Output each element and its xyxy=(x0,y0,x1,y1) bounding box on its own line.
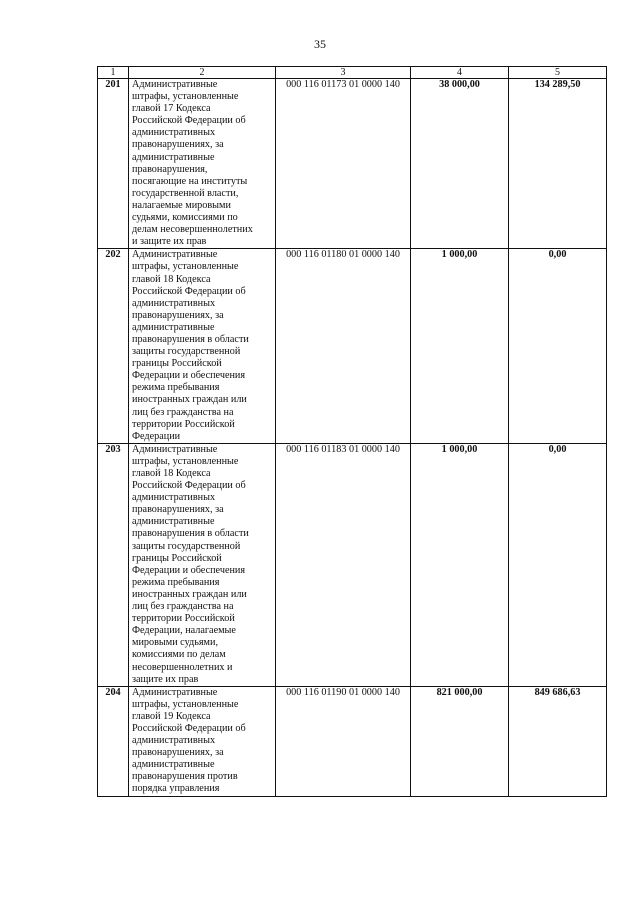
row-code: 000 116 01190 01 0000 140 xyxy=(276,686,411,796)
table-row xyxy=(98,249,607,444)
description-line: правонарушениях, за xyxy=(132,504,224,516)
description-line: Федерации xyxy=(132,430,181,442)
description-line: делам несовершеннолетних xyxy=(132,224,253,236)
row-number: 204 xyxy=(98,686,129,796)
description-line: режима пребывания xyxy=(132,382,220,394)
description-line: правонарушения, xyxy=(132,163,208,175)
description-line: Федерации и обеспечения xyxy=(132,564,246,576)
row-number: 202 xyxy=(98,249,129,444)
table-row xyxy=(98,686,607,796)
description-line: Административные xyxy=(132,249,218,261)
description-line: главой 18 Кодекса xyxy=(132,468,211,479)
description-line: главой 17 Кодекса xyxy=(132,103,211,115)
header-col-5: 5 xyxy=(509,67,607,79)
description-line: территории Российской xyxy=(132,613,235,625)
description-line: посягающие на институты xyxy=(132,175,248,187)
row-plan: 1 000,00 xyxy=(411,443,509,686)
row-fact: 0,00 xyxy=(509,249,607,444)
description-line: защите их прав xyxy=(132,673,199,685)
description-line: административных xyxy=(132,297,216,309)
description-line: государственной власти, xyxy=(132,187,239,199)
row-fact: 849 686,63 xyxy=(509,686,607,796)
header-col-1: 1 xyxy=(98,67,129,79)
description-line: комиссиями по делам xyxy=(132,649,226,661)
header-col-4: 4 xyxy=(411,67,509,79)
row-description xyxy=(129,79,276,249)
description-line: Российской Федерации об xyxy=(132,722,246,734)
row-number: 201 xyxy=(98,79,129,249)
page-number: 35 xyxy=(314,37,326,51)
description-line: административных xyxy=(132,735,216,747)
header-col-3: 3 xyxy=(276,67,411,79)
description-line: Российской Федерации об xyxy=(132,115,246,127)
description-line: правонарушения против xyxy=(132,771,238,783)
description-line: Российской Федерации об xyxy=(132,480,246,492)
description-line: административные xyxy=(132,516,215,528)
description-line: правонарушениях, за xyxy=(132,139,224,151)
table-row xyxy=(98,79,607,249)
description-line: иностранных граждан или xyxy=(132,394,247,406)
table-body xyxy=(98,79,607,797)
row-description xyxy=(129,686,276,796)
row-description xyxy=(129,249,276,444)
description-line: административные xyxy=(132,321,215,333)
row-code: 000 116 01173 01 0000 140 xyxy=(276,79,411,249)
description-line: мировыми судьями, xyxy=(132,637,218,649)
description-line: судьями, комиссиями по xyxy=(132,212,238,224)
description-line: несовершеннолетних и xyxy=(132,661,233,673)
description-line: правонарушения в области xyxy=(132,333,249,345)
description-line: штрафы, установленные xyxy=(132,698,239,710)
description-line: защиты государственной xyxy=(132,540,241,552)
description-line: административные xyxy=(132,151,215,163)
description-line: Административные xyxy=(132,686,218,698)
description-line: Федерации, налагаемые xyxy=(132,625,236,637)
description-line: штрафы, установленные xyxy=(132,455,239,467)
row-plan: 1 000,00 xyxy=(411,249,509,444)
header-row xyxy=(98,67,607,79)
description-line: правонарушения в области xyxy=(132,528,249,540)
description-line: иностранных граждан или xyxy=(132,588,247,600)
description-line: административных xyxy=(132,492,216,504)
description-line: лиц без гражданства на xyxy=(132,406,234,418)
description-line: Федерации и обеспечения xyxy=(132,370,246,382)
description-line: территории Российской xyxy=(132,418,235,430)
row-fact: 0,00 xyxy=(509,443,607,686)
row-code: 000 116 01180 01 0000 140 xyxy=(276,249,411,444)
description-line: режима пребывания xyxy=(132,576,220,588)
table-row xyxy=(98,443,607,686)
description-line: порядка управления xyxy=(132,783,220,795)
row-plan: 38 000,00 xyxy=(411,79,509,249)
header-col-2: 2 xyxy=(129,67,276,79)
description-line: правонарушениях, за xyxy=(132,309,224,321)
description-line: защиты государственной xyxy=(132,346,241,358)
description-line: главой 18 Кодекса xyxy=(132,273,211,285)
description-line: границы Российской xyxy=(132,358,222,370)
row-description xyxy=(129,443,276,686)
description-line: границы Российской xyxy=(132,552,222,564)
description-line: главой 19 Кодекса xyxy=(132,710,211,722)
row-fact: 134 289,50 xyxy=(509,79,607,249)
row-code: 000 116 01183 01 0000 140 xyxy=(276,443,411,686)
row-plan: 821 000,00 xyxy=(411,686,509,796)
description-line: административных xyxy=(132,127,216,139)
description-line: штрафы, установленные xyxy=(132,91,239,103)
description-line: Российской Федерации об xyxy=(132,285,246,297)
description-line: административные xyxy=(132,759,215,771)
description-line: Административные xyxy=(132,79,218,90)
description-line: и защите их прав xyxy=(132,236,207,248)
description-line: лиц без гражданства на xyxy=(132,601,234,613)
description-line: Административные xyxy=(132,443,218,455)
description-line: налагаемые мировыми xyxy=(132,199,231,211)
budget-table xyxy=(97,66,607,797)
description-line: правонарушениях, за xyxy=(132,747,224,759)
description-line: штрафы, установленные xyxy=(132,261,239,273)
row-number: 203 xyxy=(98,443,129,686)
